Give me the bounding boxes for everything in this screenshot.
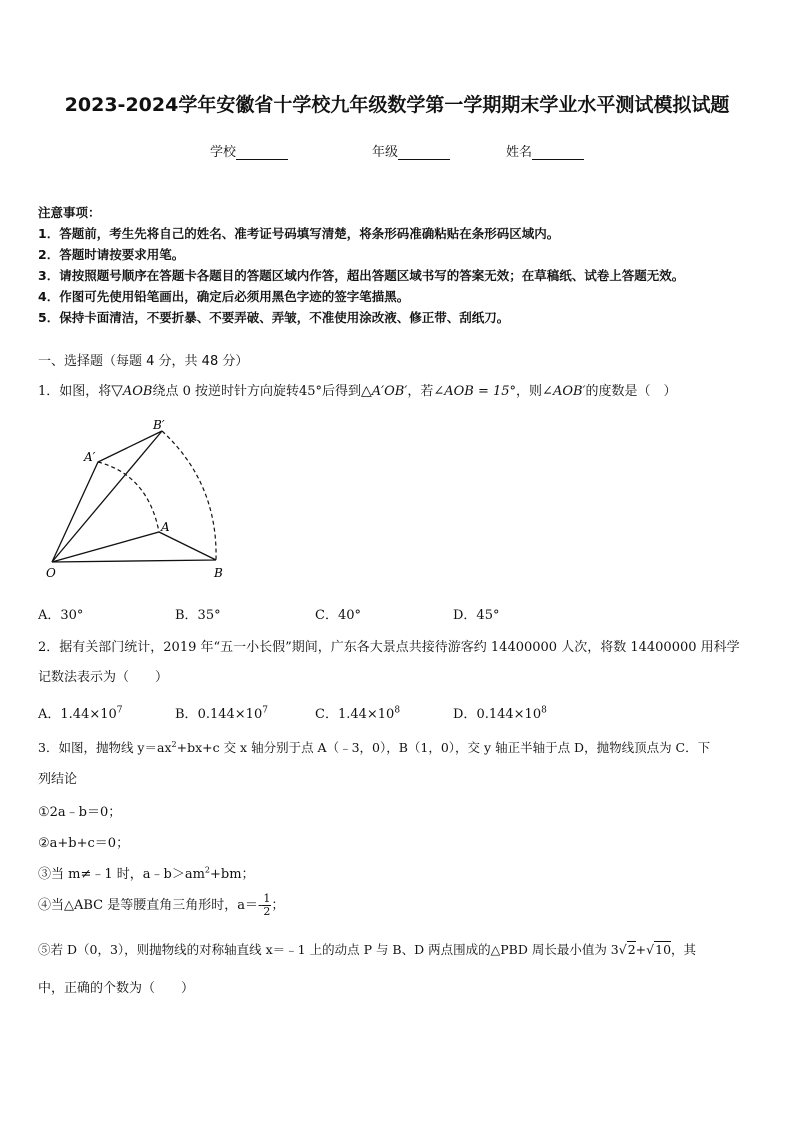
- page-title: 2023-2024学年安徽省十学校九年级数学第一学期期末学业水平测试模拟试题: [64, 94, 730, 116]
- q2-option-d: D．$0.144\times 10^8$: [453, 705, 547, 722]
- note-item: 4．作图可先使用铅笔画出，确定后必须用黑色字迹的签字笔描黑。: [38, 289, 410, 304]
- fraction-one-half: $\frac{1}{2}$: [263, 892, 271, 918]
- question-2-line-2: 记数法表示为（ ）: [38, 670, 169, 685]
- statement-2: ②a+b+c＝0；: [38, 836, 130, 851]
- q1-option-c: C．40°: [315, 608, 361, 623]
- q1-option-d: D．45°: [453, 608, 500, 623]
- q2-option-a: A．$1.44\times 10^7$: [38, 705, 123, 722]
- question-1-figure: [40, 415, 240, 585]
- sqrt-2: √2: [618, 942, 636, 957]
- label-o: O: [46, 566, 56, 580]
- grade-blank: [398, 147, 450, 160]
- school-blank: [236, 147, 288, 160]
- grade-label: 年级: [372, 145, 399, 160]
- grade-field: [372, 141, 450, 160]
- name-field: [506, 141, 584, 160]
- note-item: 1．答题前，考生先将自己的姓名、准考证号码填写清楚，将条形码准确粘贴在条形码区域内。: [38, 226, 560, 241]
- statement-5: ⑤若 D（0，3），则抛物线的对称轴直线 x＝﹣1 上的动点 P 与 B、D 两点围成的△PBD 周长最小值为 3√2+√10，其: [38, 942, 697, 957]
- q1-option-b: B．35°: [175, 608, 221, 623]
- name-blank: [532, 147, 584, 160]
- q2-option-c: C．$1.44\times 10^8$: [315, 705, 401, 722]
- sqrt-10: √10: [646, 942, 672, 957]
- section-title: 一、选择题（每题 4 分，共 48 分）: [38, 354, 249, 369]
- label-b-prime: B′: [153, 418, 165, 432]
- statement-4: ④当△ABC 是等腰直角三角形时，a＝- $\frac{1}{2}$ ；: [38, 892, 285, 918]
- statement-3: ③当 m≠﹣1 时，$a﹣b>am^2+bm$；: [38, 865, 255, 882]
- question-2-line-1: 2．据有关部门统计，2019 年“五一小长假”期间，广东各大景点共接待游客约 14400000 人次，将数 14400000 用科学: [38, 640, 740, 655]
- note-item: 3．请按照题号顺序在答题卡各题目的答题区域内作答，超出答题区域书写的答案无效；在草稿纸、试卷上答题无效。: [38, 268, 685, 283]
- question-1-stem: 1．如图，将▽AOB绕点 0 按逆时针方向旋转45°后得到△A′OB′，若∠AOB = 15°，则∠AOB′的度数是（ ）: [38, 381, 677, 399]
- statement-1: ①2a﹣b＝0；: [38, 805, 122, 820]
- question-3-line-last: 中，正确的个数为（ ）: [38, 981, 195, 996]
- q2-option-b: B．$0.144\times 10^7$: [175, 705, 268, 722]
- notes-heading: 注意事项：: [38, 205, 101, 220]
- segment-ob1: [52, 431, 162, 562]
- arc-b-b1: [162, 431, 216, 560]
- label-a-prime: A′: [84, 450, 96, 464]
- triangle-aob: [52, 532, 216, 562]
- question-3-line-1: 3．如图，抛物线 $y=ax^2+bx+c$ 交 x 轴分别于点 A（﹣3，0），B（1，0），交 y 轴正半轴于点 D，抛物线顶点为 C．下: [38, 739, 711, 755]
- note-item: 2．答题时请按要求用笔。: [38, 247, 185, 262]
- label-a: A: [161, 520, 170, 534]
- note-item: 5．保持卡面清洁，不要折暴、不要弄破、弄皱，不准使用涂改液、修正带、刮纸刀。: [38, 310, 510, 325]
- question-3-line-2: 列结论: [38, 772, 78, 787]
- label-b: B: [214, 566, 223, 580]
- school-field: [210, 141, 288, 160]
- q1-option-a: A．30°: [38, 608, 84, 623]
- name-label: 姓名: [506, 145, 533, 160]
- school-label: 学校: [210, 145, 237, 160]
